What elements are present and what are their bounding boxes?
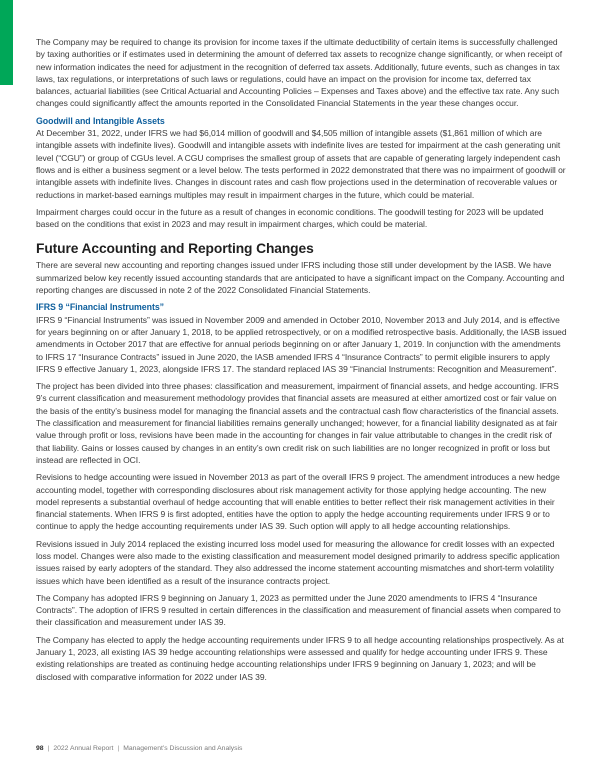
paragraph-ifrs9-3: Revisions to hedge accounting were issued in November 2013 as part of the overall IFRS 9 project. The amendment introduces a new hedge accounting model, together with corresponding disclosures about risk management activity for those applying hedge accounting. The new model represents a substantial overhaul of hedge accounting that will enable entities to better reflect their risk management activities in their financial statements. When IFRS 9 is first adopted, entities have the option to apply the hedge accounting requirements under IFRS 9 or to continue to apply the hedge accounting requirements under IAS 39. Such option will apply to all hedge accounting relationships. (36, 472, 560, 532)
paragraph-income-taxes: The Company may be required to change its provision for income taxes if the ultimate deductibility of certain items is successfully challenged by taxing authorities or if estimates used in determining the amount of deferred tax assets to recognize change significantly, or when receipt of new information indicates the need for adjustment in the recognition of deferred tax assets. Additionally, future events, such as changes in tax laws, tax regulations, or interpretations of such laws or regulations, could have an impact on the provision for income tax, deferred tax balances, actuarial liabilities (see Critical Actuarial and Accounting Policies – Expenses and Taxes above) and the effective tax rate. Any such changes could significantly affect the amounts reported in the Consolidated Financial Statements in the year these changes occur. (36, 37, 563, 109)
paragraph-ifrs9-4: Revisions issued in July 2014 replaced the existing incurred loss model used for measuring the allowance for credit losses with an expected loss model. Changes were also made to the existing classification and measurement model designed primarily to address specific application issues raised by early adopters of the standard. They also addressed the income statement accounting mismatches and short-term volatility issues which have been identified as a result of the insurance contracts project. (36, 538, 560, 586)
accent-bar (0, 0, 13, 85)
page-content (36, 36, 567, 688)
footer-section-label: Management’s Discussion and Analysis (123, 745, 243, 752)
footer-report-label: 2022 Annual Report (53, 745, 114, 752)
footer-separator-1: | (47, 745, 50, 752)
paragraph-goodwill-2: Impairment charges could occur in the future as a result of changes in economic conditions. The goodwill testing for 2023 will be updated based on the conditions that exist in 2023 and may result in impairment charges, which could be material. (36, 206, 544, 230)
paragraph-ifrs9-1: IFRS 9 “Financial Instruments” was issued in November 2009 and amended in October 2010, November 2013 and July 2014, and is effective for years beginning on or after January 1, 2018, to be applied retrospectively, or on a modified retrospective basis. Additionally, the IASB issued amendments in October 2017 that are effective for annual periods beginning on or after January 1, 2019. In conjunction with the amendments to IFRS 17 “Insurance Contracts” issued in June 2020, the IASB amended IFRS 4 “Insurance Contracts” to permit eligible insurers to apply IFRS 9 effective January 1, 2023, alongside IFRS 17. The standard replaced IAS 39 “Financial Instruments: Recognition and Measurement”. (36, 314, 567, 374)
heading-goodwill-intangible-assets: Goodwill and Intangible Assets (36, 115, 165, 126)
paragraph-ifrs9-2: The project has been divided into three phases: classification and measurement, impairment of financial assets, and hedge accounting. IFRS 9’s current classification and measurement methodology provides that financial assets are measured at either amortized cost or fair value on the basis of the entity’s business model for managing the financial assets and the contractual cash flow characteristics of the financial assets. The classification and measurement for financial liabilities remains generally unchanged; however, for a financial liability designated as at fair value through profit or loss, revisions have been made in the accounting for changes in fair value attributable to changes in the credit risk of that liability. Gains or losses caused by changes in an entity’s own credit risk on such liabilities are no longer recognized in profit or loss but instead are reflected in OCI. (36, 381, 559, 465)
page-footer (36, 744, 242, 753)
heading-ifrs9: IFRS 9 “Financial Instruments” (36, 302, 165, 313)
footer-page-number: 98 (36, 745, 44, 752)
paragraph-ifrs9-5: The Company has adopted IFRS 9 beginning on January 1, 2023 as permitted under the June 2020 amendments to IFRS 4 “Insurance Contracts”. The adoption of IFRS 9 resulted in certain differences in the classification and measurement of financial assets when compared to their classification and measurement under IAS 39. (36, 592, 561, 628)
heading-future-accounting-changes: Future Accounting and Reporting Changes (36, 241, 314, 257)
paragraph-ifrs9-6: The Company has elected to apply the hedge accounting requirements under IFRS 9 to all hedge accounting relationships prospectively. As at January 1, 2023, all existing IAS 39 hedge accounting relationships were assessed and qualify for hedge accounting under IFRS 9. These existing relationships are treated as continuing hedge accounting relationships under IFRS 9 beginning on January 1, 2023; and will be disclosed with comparative information for 2022 under IAS 39. (36, 634, 564, 682)
paragraph-future-changes-intro: There are several new accounting and reporting changes issued under IFRS including those still under development by the IASB. We have summarized below key recently issued accounting standards that are anticipated to have a significant impact on the Company. Accounting and reporting changes are discussed in note 2 of the 2022 Consolidated Financial Statements. (36, 260, 565, 296)
footer-separator-2: | (117, 745, 120, 752)
paragraph-goodwill-1: At December 31, 2022, under IFRS we had $6,014 million of goodwill and $4,505 million of intangible assets ($1,861 million of which are intangible assets with indefinite lives). Goodwill and intangible assets with indefinite lives are tested for impairment at the cash generating unit level (“CGU”) or group of CGUs level. A CGU comprises the smallest group of assets that are capable of generating largely independent cash flows and is either a business segment or a level below. The tests performed in 2022 demonstrated that there was no impairment of goodwill or intangible assets with indefinite lives. Changes in discount rates and cash flow projections used in the determination of recoverable values or reductions in market-based earnings multiples may result in impairment charges in the future, which could be material. (36, 128, 566, 200)
